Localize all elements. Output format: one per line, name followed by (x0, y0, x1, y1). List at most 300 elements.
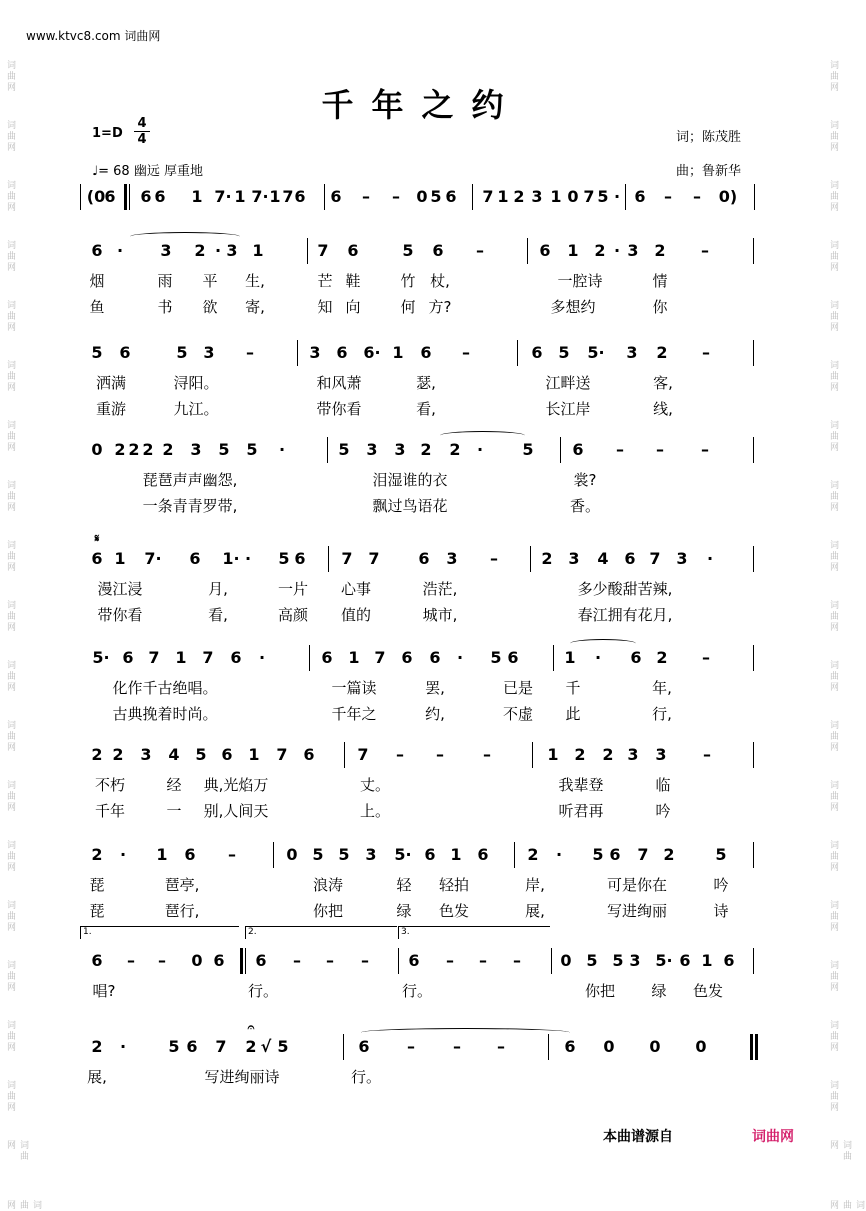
lyric-word: 琶亭, (164, 876, 200, 894)
note: 7 (282, 187, 294, 206)
note: – (616, 440, 624, 459)
side-watermark-text: 词曲网 (5, 1080, 15, 1113)
lyric-line (0, 495, 843, 517)
note: 6 (336, 343, 348, 362)
note: · (119, 1037, 127, 1056)
note: · (555, 845, 563, 864)
note: 6 (531, 343, 543, 362)
note: – (701, 440, 709, 459)
note: 6 (624, 549, 636, 568)
barline (309, 645, 310, 671)
note: · (613, 187, 621, 206)
side-watermark-text: 词曲网 (828, 1080, 838, 1113)
note: 1 (175, 648, 187, 667)
note: – (701, 241, 709, 260)
lyric-word: 唱? (92, 982, 116, 1000)
barline (548, 1034, 549, 1060)
lyric-word: 写进绚丽 (606, 902, 668, 920)
note: 1 (450, 845, 462, 864)
side-watermark-text: 词曲网 (828, 660, 838, 693)
note: 1 (701, 951, 713, 970)
lyric-line (0, 604, 843, 626)
score-row (0, 546, 843, 578)
side-watermark-text: 词曲网 (5, 240, 15, 273)
fermata-icon: 𝄐 (247, 1020, 255, 1034)
note: – (462, 343, 470, 362)
note: 6 (294, 187, 306, 206)
lyric-word: 鞋 (345, 272, 361, 290)
side-watermark-text: 词曲网 (5, 1200, 41, 1211)
lyric-line (0, 469, 843, 491)
note: 1 (564, 648, 576, 667)
lyric-word: 何 (400, 298, 416, 316)
note: 7 (482, 187, 494, 206)
note: 5 (558, 343, 570, 362)
side-watermark-text: 词曲网 (5, 1020, 15, 1053)
lyric-word: 洒满 (95, 374, 127, 392)
lyric-word: 多少酸甜苦辣, (577, 580, 673, 598)
side-watermark-text: 词曲网 (5, 960, 15, 993)
note: · (456, 648, 464, 667)
lyric-word: 一篇读 (331, 679, 377, 697)
note: – (158, 951, 166, 970)
lyric-word: 雨 (157, 272, 173, 290)
score-row (0, 1034, 843, 1066)
lyric-word: 绿 (651, 982, 667, 1000)
barline (755, 1034, 758, 1060)
score-row (0, 184, 843, 216)
note: 5· (92, 648, 110, 667)
note: – (656, 440, 664, 459)
lyric-word: 行, (652, 705, 672, 723)
lyric-word: 芒 (317, 272, 333, 290)
note: 0 (695, 1037, 707, 1056)
side-watermark-text: 词曲网 (828, 360, 838, 393)
note: 5 (91, 343, 103, 362)
note: 7 (202, 648, 214, 667)
side-watermark-text: 词曲网 (828, 1200, 864, 1211)
lyric-word: 罢, (425, 679, 445, 697)
lyric-word: 轻拍 (438, 876, 470, 894)
score-row (0, 437, 843, 469)
lyric-word: 绿 (396, 902, 412, 920)
note: 6 (213, 951, 225, 970)
note: 2 (513, 187, 525, 206)
lyric-word: 别,人间天 (203, 802, 269, 820)
note: 3 (190, 440, 202, 459)
lyric-word: 千年 (94, 802, 126, 820)
note: 7 (637, 845, 649, 864)
lyric-word: 寄, (245, 298, 265, 316)
note: 5· (587, 343, 605, 362)
barline (273, 842, 274, 868)
note: 2 (91, 1037, 103, 1056)
note: 6 (445, 187, 457, 206)
note: – (483, 745, 491, 764)
lyric-word: 漫江浸 (97, 580, 143, 598)
score-row (0, 645, 843, 677)
note: 6 (429, 648, 441, 667)
barline (527, 238, 528, 264)
side-watermark-text: 词曲网 (5, 480, 15, 513)
note: 5 (277, 1037, 289, 1056)
lyric-word: 飘过鸟语花 (372, 497, 448, 515)
lyric-word: 九江。 (173, 400, 219, 418)
note: 3 (140, 745, 152, 764)
score-row (0, 842, 843, 874)
volta-bracket: 2. (245, 926, 397, 939)
note: 7 (583, 187, 595, 206)
volta-bracket: 3. (398, 926, 550, 939)
note: 1 (392, 343, 404, 362)
lyric-line (0, 774, 843, 796)
side-watermark-text: 词曲网 (828, 420, 838, 453)
note: 2 (656, 343, 668, 362)
note: 1 (114, 549, 126, 568)
barline (753, 948, 754, 974)
note: – (490, 549, 498, 568)
note: 1 (497, 187, 509, 206)
side-watermark-text: 词曲网 (5, 420, 15, 453)
note: 2 (114, 440, 126, 459)
site-url[interactable]: www.ktvc8.com 词曲网 (26, 29, 161, 43)
lyric-word: 经 (166, 776, 182, 794)
note: 5 (402, 241, 414, 260)
note: 3 (568, 549, 580, 568)
barline (753, 842, 754, 868)
note: 0 (416, 187, 428, 206)
note: 1 (234, 187, 246, 206)
note: 0) (718, 187, 738, 206)
note: 6 (230, 648, 242, 667)
note: 5 (430, 187, 442, 206)
lyric-word: 裳? (573, 471, 597, 489)
lyric-line (0, 874, 843, 896)
lyric-word: 色发 (438, 902, 470, 920)
lyric-word: 行。 (401, 982, 433, 1000)
lyric-word: 展, (525, 902, 545, 920)
barline (754, 184, 755, 210)
lyric-word: 展, (87, 1068, 107, 1086)
barline (327, 437, 328, 463)
note: 7 (374, 648, 386, 667)
note: 2 (527, 845, 539, 864)
note: · (116, 241, 124, 260)
barline (625, 184, 626, 210)
lyric-word: 古典挽着时尚。 (112, 705, 218, 723)
side-watermark-text: 词曲网 (5, 780, 15, 813)
note: – (702, 648, 710, 667)
song-title: 千年之约 (321, 86, 522, 124)
note: 5 (592, 845, 604, 864)
barline (245, 948, 246, 974)
barline (80, 184, 81, 210)
note: 0 (286, 845, 298, 864)
side-watermark-text: 词曲网 (828, 840, 838, 873)
note: 6 (104, 187, 116, 206)
note: 6 (294, 549, 306, 568)
note: 3 (531, 187, 543, 206)
note: 2 (654, 241, 666, 260)
lyric-word: 值的 (340, 606, 372, 624)
note: 3 (160, 241, 172, 260)
barline (124, 184, 127, 210)
note: 2 (541, 549, 553, 568)
score-row (0, 948, 843, 980)
note: 1 (248, 745, 260, 764)
lyric-word: 欲 (202, 298, 218, 316)
note: 7· (144, 549, 162, 568)
lyric-line (0, 296, 843, 318)
note: 2 (91, 845, 103, 864)
lyric-word: 化作千古绝唱。 (112, 679, 218, 697)
note: – (479, 951, 487, 970)
composer-credit: 曲；鲁新华 (676, 164, 742, 179)
note: 3 (309, 343, 321, 362)
note: 6 (91, 951, 103, 970)
note: 1 (156, 845, 168, 864)
note: 3 (629, 951, 641, 970)
note: – (228, 845, 236, 864)
lyric-word: 吟 (655, 802, 671, 820)
lyric-word: 向 (345, 298, 361, 316)
lyric-word: 带你看 (97, 606, 143, 624)
barline (553, 645, 554, 671)
note: 6 (401, 648, 413, 667)
score-row (0, 340, 843, 372)
note: 7 (368, 549, 380, 568)
lyric-word: 丈。 (359, 776, 391, 794)
note: 1 (348, 648, 360, 667)
note: – (497, 1037, 505, 1056)
side-watermark-text: 词曲网 (5, 840, 15, 873)
lyric-word: 写进绚丽诗 (204, 1068, 280, 1086)
meter-bottom: 4 (137, 132, 147, 147)
note: 0 (649, 1037, 661, 1056)
lyric-line (0, 980, 843, 1002)
lyric-word: 城市, (422, 606, 458, 624)
lyric-word: 泪湿谁的衣 (372, 471, 448, 489)
lyric-word: 琵 (89, 876, 105, 894)
lyric-word: 心事 (340, 580, 372, 598)
side-watermark-text: 词曲网 (828, 540, 838, 573)
note: 7 (215, 1037, 227, 1056)
note: 2 (112, 745, 124, 764)
lyric-word: 和风萧 (316, 374, 362, 392)
side-watermark-text: 词曲网 (828, 720, 838, 753)
note: – (407, 1037, 415, 1056)
lyric-line (0, 398, 843, 420)
key-signature: 1=D (92, 126, 123, 141)
note: 2 (574, 745, 586, 764)
note: 2 (162, 440, 174, 459)
lyric-word: 已是 (502, 679, 534, 697)
tempo-marking: ♩= 68 幽远 厚重地 (92, 164, 203, 179)
note: · (258, 648, 266, 667)
lyric-word: 千 (565, 679, 581, 697)
note: 6 (221, 745, 233, 764)
note: 4 (597, 549, 609, 568)
lyric-word: 上。 (359, 802, 391, 820)
note: 1 (550, 187, 562, 206)
note: 1 (191, 187, 203, 206)
lyric-word: 重游 (95, 400, 127, 418)
lyric-word: 知 (317, 298, 333, 316)
note: – (326, 951, 334, 970)
side-watermark-text: 词曲网 (5, 180, 15, 213)
note: 6 (477, 845, 489, 864)
lyric-word: 琶行, (164, 902, 200, 920)
side-watermark-text: 词曲网 (5, 540, 15, 573)
note: 3 (627, 745, 639, 764)
barline (398, 948, 399, 974)
lyric-word: 月, (208, 580, 228, 598)
note: – (396, 745, 404, 764)
note: 5· (655, 951, 673, 970)
lyric-word: 不朽 (94, 776, 126, 794)
lyric-word: 书 (157, 298, 173, 316)
note: · (278, 440, 286, 459)
note: 3 (226, 241, 238, 260)
note: 6 (154, 187, 166, 206)
barline (328, 546, 329, 572)
tie-arc (440, 431, 525, 440)
lyric-word: 听君再 (558, 802, 604, 820)
note: 6 (303, 745, 315, 764)
lyric-line (0, 703, 843, 725)
barline (750, 1034, 753, 1060)
note: – (293, 951, 301, 970)
lyricist-credit: 词；陈茂胜 (676, 130, 742, 145)
note: 6 (321, 648, 333, 667)
footer-logo[interactable]: 词曲网 (752, 1129, 794, 1145)
note: (0 (86, 187, 106, 206)
note: 2 (602, 745, 614, 764)
note: 7 (148, 648, 160, 667)
note: 3 (394, 440, 406, 459)
note: 5 (246, 440, 258, 459)
note: 6 (189, 549, 201, 568)
note: 6 (255, 951, 267, 970)
note: · (594, 648, 602, 667)
lyric-word: 行。 (247, 982, 279, 1000)
barline (530, 546, 531, 572)
barline (472, 184, 473, 210)
side-watermark-text: 词曲网 (5, 300, 15, 333)
note: 2 (449, 440, 461, 459)
barline (753, 340, 754, 366)
note: 6 (418, 549, 430, 568)
note: 7 (276, 745, 288, 764)
lyric-word: 行。 (350, 1068, 382, 1086)
lyric-line (0, 900, 843, 922)
lyric-word: 诗 (713, 902, 729, 920)
note: 2 (656, 648, 668, 667)
note: 7 (317, 241, 329, 260)
note: · (476, 440, 484, 459)
lyric-word: 浪涛 (312, 876, 344, 894)
note: 2 (594, 241, 606, 260)
lyric-line (0, 800, 843, 822)
note: 2 (142, 440, 154, 459)
side-watermark-text: 词曲网 (5, 1140, 28, 1162)
note: 5 (715, 845, 727, 864)
side-watermark-text: 词曲网 (828, 300, 838, 333)
note: 6 (186, 1037, 198, 1056)
note: 2 (128, 440, 140, 459)
note: 5 (195, 745, 207, 764)
side-watermark-text: 词曲网 (5, 60, 15, 93)
side-watermark-text: 词曲网 (828, 600, 838, 633)
lyric-word: 香。 (569, 497, 601, 515)
note: 6 (358, 1037, 370, 1056)
note: 0 (603, 1037, 615, 1056)
note: 6 (347, 241, 359, 260)
note: 0 (560, 951, 572, 970)
tie-arc (361, 1028, 570, 1037)
lyric-word: 轻 (396, 876, 412, 894)
lyric-word: 年, (652, 679, 672, 697)
note: 2 (420, 440, 432, 459)
note: 1· (222, 549, 240, 568)
note: 6 (507, 648, 519, 667)
note: – (361, 951, 369, 970)
lyric-word: 线, (653, 400, 673, 418)
lyric-word: 鱼 (89, 298, 105, 316)
note: – (476, 241, 484, 260)
lyric-word: 此 (565, 705, 581, 723)
note: 6 (432, 241, 444, 260)
side-watermark-text: 词曲网 (828, 60, 838, 93)
lyric-line (0, 1066, 843, 1088)
note: √ (260, 1037, 272, 1056)
lyric-word: 竹 (400, 272, 416, 290)
note: 3 (203, 343, 215, 362)
note: 6 (572, 440, 584, 459)
lyric-word: 色发 (692, 982, 724, 1000)
side-watermark-text: 词曲网 (5, 660, 15, 693)
side-watermark-text: 词曲网 (828, 900, 838, 933)
tie-arc (130, 232, 240, 241)
lyric-word: 岸, (525, 876, 545, 894)
note: 1 (252, 241, 264, 260)
note: 6 (420, 343, 432, 362)
note: 7· (251, 187, 269, 206)
note: 6 (119, 343, 131, 362)
lyric-word: 千年之 (331, 705, 377, 723)
note: 7 (649, 549, 661, 568)
note: 6 (330, 187, 342, 206)
note: 6 (723, 951, 735, 970)
note: 6 (539, 241, 551, 260)
lyric-word: 瑟, (416, 374, 436, 392)
note: 3 (626, 343, 638, 362)
lyric-word: 看, (416, 400, 436, 418)
lyric-word: 杖, (430, 272, 450, 290)
note: · (119, 845, 127, 864)
segno-icon: 𝄋 (94, 532, 100, 545)
note: – (436, 745, 444, 764)
barline (753, 238, 754, 264)
side-watermark-text: 词曲网 (828, 120, 838, 153)
note: 6 (408, 951, 420, 970)
note: 0 (567, 187, 579, 206)
barline (753, 742, 754, 768)
note: 6 (91, 241, 103, 260)
side-watermark-text: 词曲网 (5, 900, 15, 933)
note: – (362, 187, 370, 206)
lyric-word: 客, (653, 374, 673, 392)
